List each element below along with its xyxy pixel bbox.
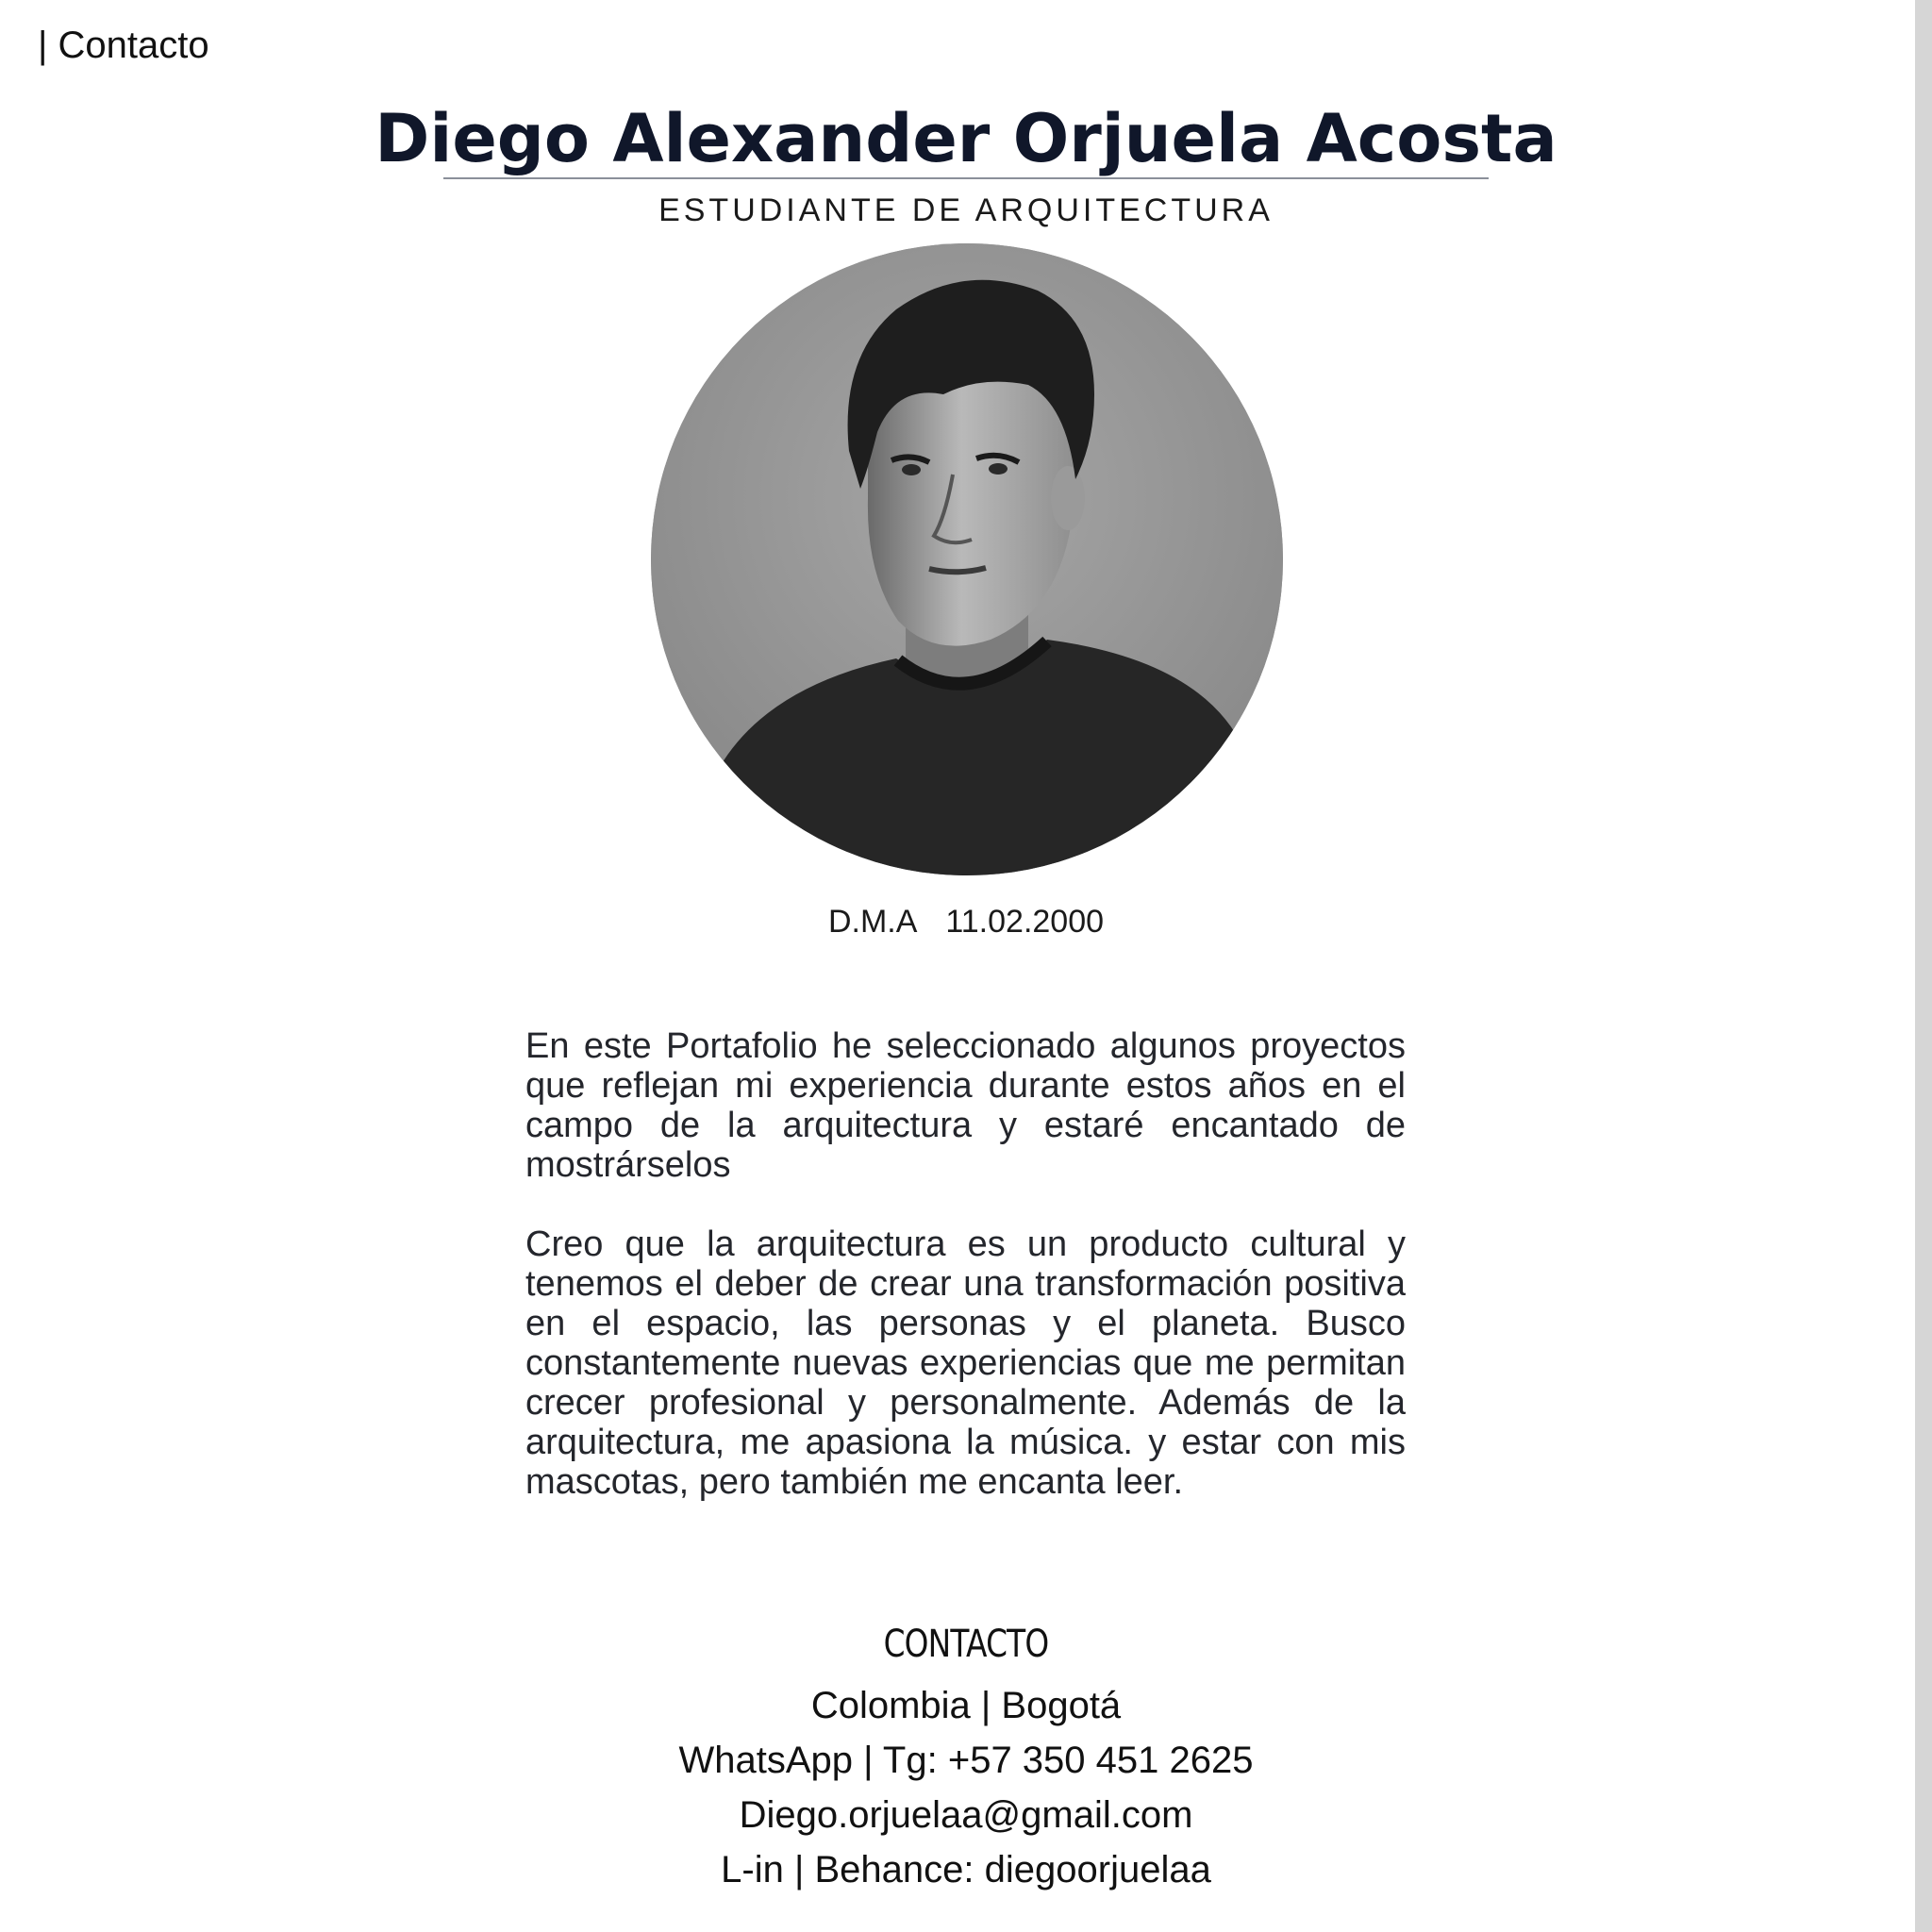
contact-heading: CONTACTO: [883, 1623, 1049, 1666]
name-underline-divider: [443, 177, 1489, 179]
profile-name: Diego Alexander Orjuela Acosta: [375, 100, 1557, 177]
contact-location: Colombia | Bogotá: [810, 1685, 1122, 1726]
date-of-birth: [0, 904, 1932, 941]
bio-paragraph-1: En este Portafolio he seleccionado algunos proyectos que reflejan mi experiencia durante estos años en el campo de la arquitectura y estaré encantado de mostrárselos: [525, 1026, 1406, 1185]
dob-label: D.M.A: [827, 904, 918, 940]
person-portrait-icon: [651, 243, 1283, 875]
right-edge-bar: [1915, 0, 1932, 1932]
dob-value: 11.02.2000: [945, 904, 1105, 940]
contact-email-link[interactable]: Diego.orjuelaa@gmail.com: [739, 1794, 1193, 1836]
profile-photo: [651, 243, 1283, 875]
profile-role: ESTUDIANTE DE ARQUITECTURA: [658, 192, 1274, 228]
contact-phone: WhatsApp | Tg: +57 350 451 2625: [678, 1740, 1254, 1781]
bio-paragraph-2: Creo que la arquitectura es un producto cultural y tenemos el deber de crear una transformación positiva en el espacio, las personas y el planeta. Busco constantemente nuevas experiencias que me permitan crecer profesional y personalmente. Además de la arquitectura, me apasiona la música. y estar con mis mascotas, pero también me encanta leer.: [525, 1224, 1406, 1502]
contact-social: L-in | Behance: diegoorjuelaa: [721, 1849, 1211, 1890]
section-label: | Contacto: [38, 25, 209, 66]
